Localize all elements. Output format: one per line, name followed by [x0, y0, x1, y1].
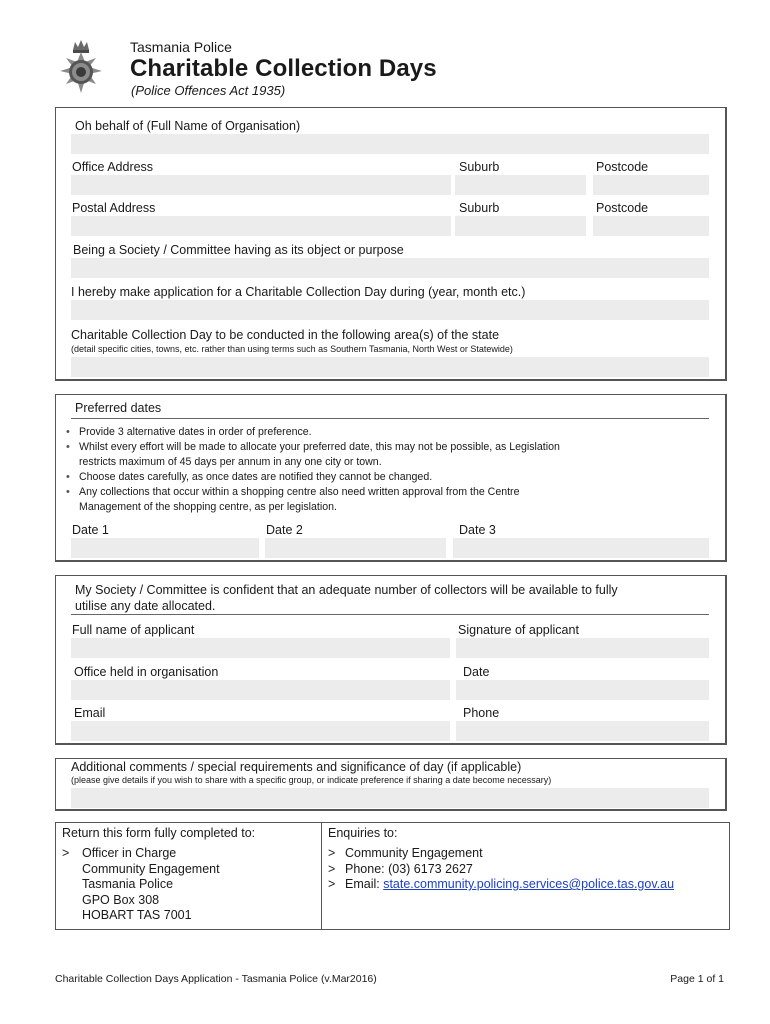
postal-postcode-label: Postcode — [596, 201, 649, 215]
organisation-name-field[interactable] — [71, 134, 709, 154]
preferred-dates-heading: Preferred dates — [75, 401, 162, 415]
email-label: Email — [74, 706, 106, 720]
postal-postcode-field[interactable] — [593, 216, 709, 236]
date1-field[interactable] — [71, 538, 259, 558]
return-heading: Return this form fully completed to: — [62, 826, 256, 840]
enquiry-arrow: > — [328, 846, 336, 860]
instruction-item-continued: restricts maximum of 45 days per annum in any one city or town. — [79, 456, 382, 468]
phone-field[interactable] — [456, 721, 709, 741]
collection-areas-field[interactable] — [71, 357, 709, 377]
instruction-item-continued: Management of the shopping centre, as per legislation. — [79, 501, 337, 513]
date3-label: Date 3 — [459, 523, 496, 537]
additional-comments-field[interactable] — [71, 788, 709, 808]
date-label: Date — [463, 665, 490, 679]
enquiry-arrow: > — [328, 877, 336, 891]
return-arrow: > — [62, 846, 70, 860]
signature-label: Signature of applicant — [458, 623, 579, 637]
enquiry-email-link[interactable]: state.community.policing.services@police.tas.gov.au — [383, 877, 675, 891]
additional-comments-note: (please give details if you wish to share with a specific group, or indicate preference if sharing a date become necessary) — [71, 775, 552, 785]
enquiry-phone: Phone: (03) 6173 2627 — [345, 861, 473, 876]
signature-field[interactable] — [456, 638, 709, 658]
date3-field[interactable] — [453, 538, 709, 558]
postal-address-label: Postal Address — [72, 201, 156, 215]
preferred-dates-divider — [71, 418, 709, 419]
postal-suburb-field[interactable] — [455, 216, 586, 236]
return-enquiries-divider — [321, 823, 322, 929]
phone-label: Phone — [463, 706, 500, 720]
instruction-item: • Provide 3 alternative dates in order of preference. — [62, 425, 722, 440]
office-suburb-label: Suburb — [459, 160, 500, 174]
act-subtitle: (Police Offences Act 1935) — [131, 83, 286, 98]
collectors-statement-line1: My Society / Committee is confident that an adequate number of collectors will be available to fully — [75, 583, 618, 597]
application-period-label: I hereby make application for a Charitable Collection Day during (year, month etc.) — [71, 285, 526, 299]
enquiry-community: Community Engagement — [345, 846, 483, 860]
date2-label: Date 2 — [266, 523, 303, 537]
enquiry-arrow: > — [328, 861, 336, 876]
office-postcode-field[interactable] — [593, 175, 709, 195]
instruction-item: • Whilst every effort will be made to allocate your preferred date, this may not be possible, as Legislation — [62, 440, 722, 455]
instruction-item: • Any collections that occur within a shopping centre also need written approval from the Centre — [62, 485, 722, 500]
return-line-officer: Officer in Charge — [82, 846, 177, 860]
office-suburb-field[interactable] — [455, 175, 586, 195]
postal-suburb-label: Suburb — [459, 201, 500, 215]
preferred-dates-instructions — [62, 425, 722, 515]
tasmania-police-badge-icon — [58, 38, 104, 96]
society-purpose-field[interactable] — [71, 258, 709, 278]
office-address-label: Office Address — [72, 160, 154, 174]
footer-document-title: Charitable Collection Days Application - Tasmania Police (v.Mar2016) — [55, 973, 377, 985]
application-period-field[interactable] — [71, 300, 709, 320]
office-postcode-label: Postcode — [596, 160, 649, 174]
date1-label: Date 1 — [72, 523, 109, 537]
collection-areas-label: Charitable Collection Day to be conducted in the following area(s) of the state — [71, 328, 500, 342]
full-name-label: Full name of applicant — [72, 623, 195, 637]
date2-field[interactable] — [265, 538, 446, 558]
office-address-field[interactable] — [71, 175, 451, 195]
return-line-gpo: GPO Box 308 — [82, 892, 160, 907]
applicant-date-field[interactable] — [456, 680, 709, 700]
return-line-community: Community Engagement — [82, 861, 220, 876]
return-line-police: Tasmania Police — [82, 877, 174, 891]
full-name-field[interactable] — [71, 638, 450, 658]
organisation-name: Tasmania Police — [130, 39, 232, 55]
additional-comments-heading: Additional comments / special requirements and significance of day (if applicable) — [71, 760, 522, 774]
enquiry-email-prefix: Email: — [345, 877, 384, 891]
collection-areas-note: (detail specific cities, towns, etc. rather than using terms such as Southern Tasmania, North West or Statewide) — [71, 344, 513, 354]
enquiry-email-line — [345, 877, 674, 893]
return-line-hobart: HOBART TAS 7001 — [82, 908, 192, 922]
footer-page-number: Page 1 of 1 — [670, 973, 724, 985]
applicant-divider — [71, 614, 709, 615]
office-held-field[interactable] — [71, 680, 450, 700]
page-title: Charitable Collection Days — [130, 55, 437, 82]
postal-address-field[interactable] — [71, 216, 451, 236]
instruction-item: • Choose dates carefully, as once dates are notified they cannot be changed. — [62, 470, 722, 485]
behalf-label: Oh behalf of (Full Name of Organisation) — [75, 119, 301, 133]
society-purpose-label: Being a Society / Committee having as its object or purpose — [73, 243, 404, 257]
office-held-label: Office held in organisation — [74, 665, 219, 679]
email-field[interactable] — [71, 721, 450, 741]
enquiries-heading: Enquiries to: — [328, 826, 398, 840]
collectors-statement-line2: utilise any date allocated. — [75, 599, 216, 613]
